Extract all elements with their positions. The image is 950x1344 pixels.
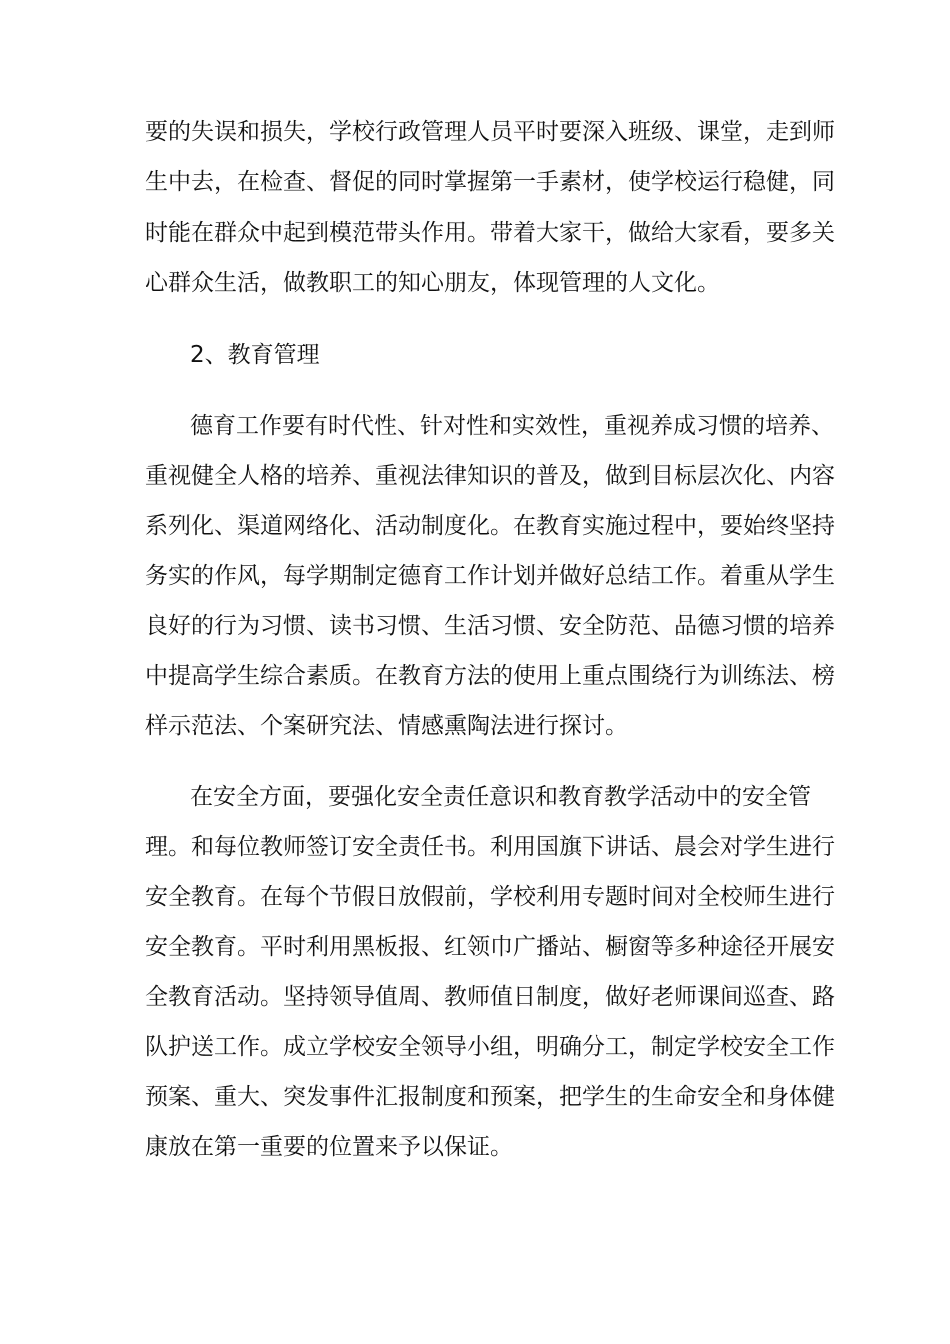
paragraph-line: 预案、重大、突发事件汇报制度和预案，把学生的生命安全和身体健 [145,1084,835,1110]
paragraph-line: 队护送工作。成立学校安全领导小组，明确分工，制定学校安全工作 [145,1034,835,1060]
paragraph-line: 重视健全人格的培养、重视法律知识的普及，做到目标层次化、内容 [145,463,835,489]
paragraph-line: 中提高学生综合素质。在教育方法的使用上重点围绕行为训练法、榜 [145,663,835,689]
paragraph-line: 生中去，在检查、督促的同时掌握第一手素材，使学校运行稳健，同 [145,169,835,195]
paragraph-line: 在安全方面，要强化安全责任意识和教育教学活动中的安全管 [190,784,811,810]
paragraph-line: 理。和每位教师签订安全责任书。利用国旗下讲话、晨会对学生进行 [145,834,835,860]
paragraph-line: 时能在群众中起到模范带头作用。带着大家干，做给大家看，要多关 [145,220,835,246]
paragraph-line: 系列化、渠道网络化、活动制度化。在教育实施过程中，要始终坚持 [145,513,835,539]
paragraph-line: 德育工作要有时代性、针对性和实效性，重视养成习惯的培养、 [190,413,834,439]
paragraph-line: 安全教育。在每个节假日放假前，学校利用专题时间对全校师生进行 [145,884,835,910]
paragraph-line: 心群众生活，做教职工的知心朋友，体现管理的人文化。 [145,270,720,296]
paragraph-line: 良好的行为习惯、读书习惯、生活习惯、安全防范、品德习惯的培养 [145,613,835,639]
paragraph-line: 安全教育。平时利用黑板报、红领巾广播站、橱窗等多种途径开展安 [145,934,835,960]
section-heading: 2、教育管理 [190,342,320,368]
paragraph-line: 全教育活动。坚持领导值周、教师值日制度，做好老师课间巡查、路 [145,984,835,1010]
paragraph-line: 务实的作风，每学期制定德育工作计划并做好总结工作。着重从学生 [145,563,835,589]
paragraph-line: 康放在第一重要的位置来予以保证。 [145,1134,513,1160]
paragraph-line: 样示范法、个案研究法、情感熏陶法进行探讨。 [145,713,628,739]
paragraph-line: 要的失误和损失，学校行政管理人员平时要深入班级、课堂，走到师 [145,119,835,145]
